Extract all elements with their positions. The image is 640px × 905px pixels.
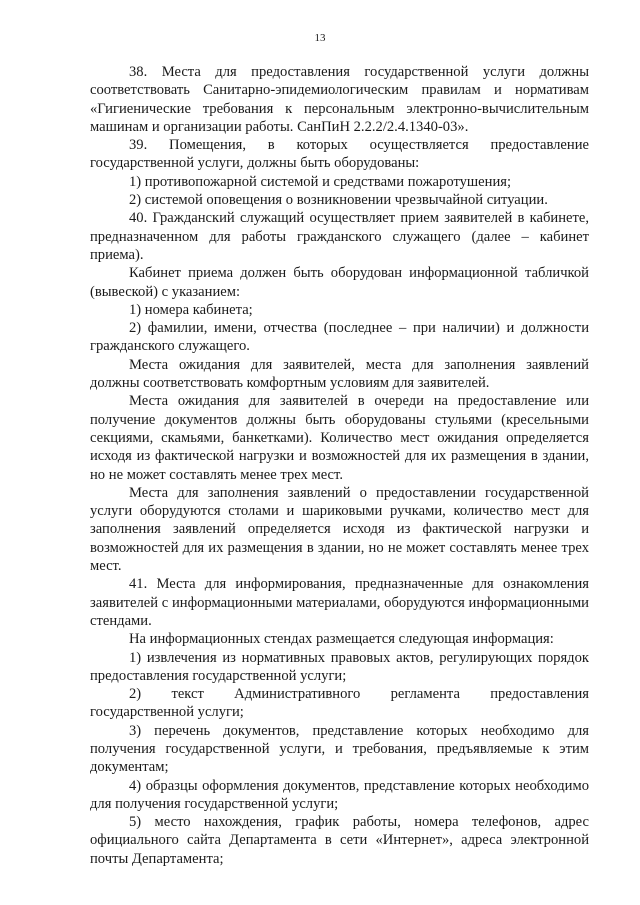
- paragraph: Места ожидания для заявителей в очереди на предоставление или получение документов должны быть оборудованы стульями (кресельными секциями, скамьями, банкетками). Количество мест ожидания определяется исходя из фактической нагрузки и возможностей для их размещения в здании, но не может составлять менее трех мест.: [90, 393, 589, 483]
- list-item: 2) системой оповещения о возникновении чрезвычайной ситуации.: [129, 192, 548, 209]
- list-item: 1) номера кабинета;: [129, 301, 253, 318]
- list-item: 5) место нахождения, график работы, номера телефонов, адрес официального сайта Департамента в сети «Интернет», адреса электронной почты Департамента;: [90, 814, 589, 867]
- paragraph-38: 38. Места для предоставления государственной услуги должны соответствовать Санитарно-эпидемиологическим правилам и нормативам «Гигиенические требования к персональным электронно-вычислительным машинам и организации работы. СанПиН 2.2.2/2.4.1340-03».: [90, 64, 589, 135]
- paragraph: Места ожидания для заявителей, места для заполнения заявлений должны соответствовать комфортным условиям для заявителей.: [90, 356, 589, 392]
- paragraph: Места для заполнения заявлений о предоставлении государственной услуги оборудуются столами и шариковыми ручками, количество мест для заполнения заявлений определяется исходя из фактической нагрузки и возможностей для их размещения в здании, но не может составлять менее трех мест.: [90, 484, 589, 575]
- paragraph: На информационных стендах размещается следующая информация:: [129, 631, 554, 648]
- list-item: 1) противопожарной системой и средствами пожаротушения;: [129, 173, 512, 190]
- document-body: [90, 63, 589, 868]
- paragraph: Кабинет приема должен быть оборудован информационной табличкой (вывеской) с указанием:: [90, 265, 589, 300]
- page-number: 13: [314, 32, 326, 44]
- list-item: 1) извлечения из нормативных правовых актов, регулирующих порядок предоставления государственной услуги;: [90, 649, 589, 684]
- list-item: 2) фамилии, имени, отчества (последнее – при наличии) и должности гражданского служащего.: [90, 320, 589, 355]
- list-item: 2) текст Административного регламента предоставления государственной услуги;: [90, 686, 589, 721]
- paragraph-39: 39. Помещения, в которых осуществляется предоставление государственной услуги, должны быть оборудованы:: [90, 137, 589, 172]
- paragraph-40: 40. Гражданский служащий осуществляет прием заявителей в кабинете, предназначенном для работы гражданского служащего (далее – кабинет приема).: [90, 210, 589, 263]
- list-item: 4) образцы оформления документов, представление которых необходимо для получения государственной услуги;: [90, 777, 589, 812]
- list-item: 3) перечень документов, представление которых необходимо для получения государственной услуги, и требования, предъявляемые к этим документам;: [90, 722, 589, 776]
- paragraph-41: 41. Места для информирования, предназначенные для ознакомления заявителей с информационными материалами, оборудуются информационными стендами.: [90, 576, 589, 629]
